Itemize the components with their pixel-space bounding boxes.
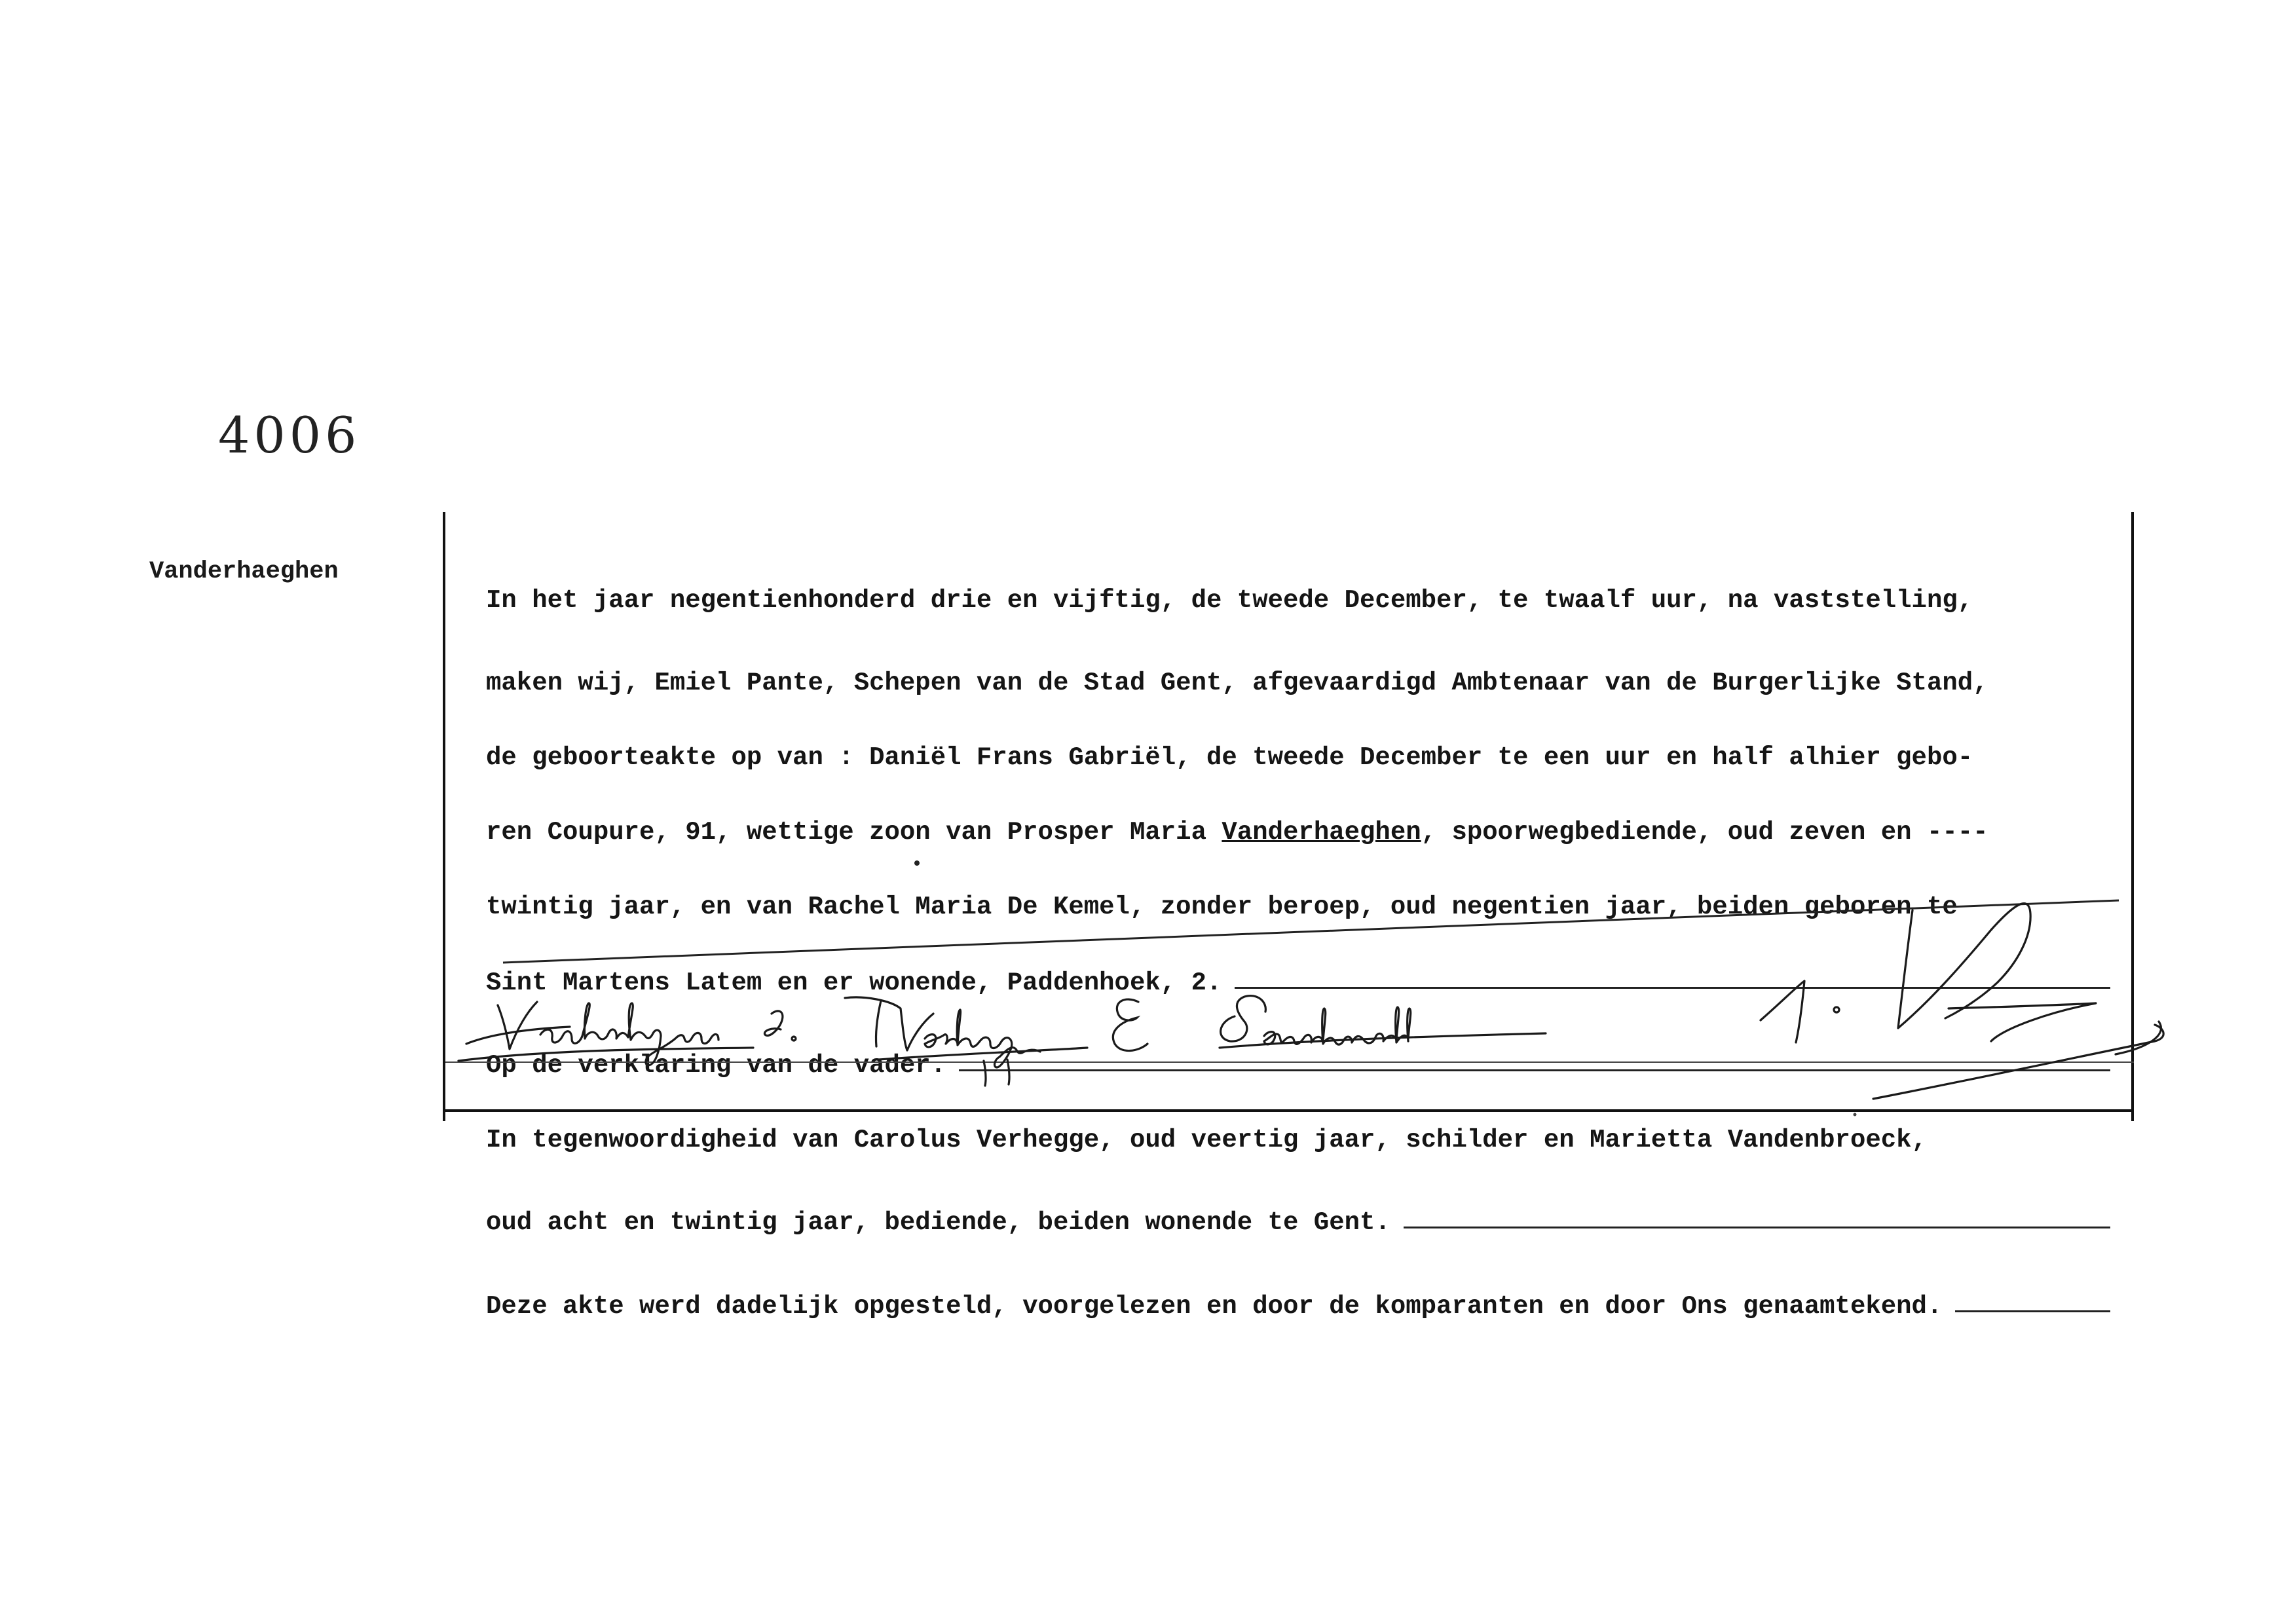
record-line-text-before: ren Coupure, 91, wettige zoon van Prosper Maria bbox=[486, 818, 1222, 847]
signature-vanderhaeghen bbox=[458, 1002, 796, 1065]
record-line-text: maken wij, Emiel Pante, Schepen van de Stad Gent, afgevaardigd Ambtenaar van de Burgerlijke Stand, bbox=[486, 669, 1988, 697]
record-line-text: In het jaar negentienhonderd drie en vijftig, de tweede December, te twaalf uur, na vaststelling, bbox=[486, 586, 1973, 615]
ink-dot bbox=[914, 860, 920, 866]
record-line-text: de geboorteakte op van : Daniël Frans Gabriël, de tweede December te een uur en half alhier gebo- bbox=[486, 743, 1973, 772]
record-line-text-after: , spoorwegbediende, oud zeven en ---- bbox=[1421, 818, 1988, 847]
record-line-text: Sint Martens Latem en er wonende, Paddenhoek, 2. bbox=[486, 969, 1222, 997]
ink-dot bbox=[1854, 1113, 1857, 1116]
signature-officer bbox=[1761, 904, 2163, 1099]
record-line-text: Deze akte werd dadelijk opgesteld, voorgelezen en door de komparanten en door Ons genaamtekend. bbox=[486, 1292, 1943, 1321]
closing-diagonal-rule bbox=[503, 900, 2119, 963]
record-line-text: twintig jaar, en van Rachel Maria De Kemel, zonder beroep, oud negentien jaar, beiden geboren te bbox=[486, 893, 1958, 921]
record-line-text: Op de verklaring van de vader. bbox=[486, 1051, 946, 1080]
margin-surname: Vanderhaeghen bbox=[149, 558, 339, 585]
record-line-text: oud acht en twintig jaar, bediende, beiden wonende te Gent. bbox=[486, 1208, 1390, 1237]
act-number: 4006 bbox=[218, 406, 361, 464]
signature-verhegge bbox=[845, 997, 1087, 1086]
father-surname-underlined: Vanderhaeghen bbox=[1222, 818, 1421, 847]
signature-connector bbox=[1113, 999, 1148, 1050]
signature-vandenbroeck bbox=[1220, 996, 1546, 1048]
record-line-text: In tegenwoordigheid van Carolus Verhegge, oud veertig jaar, schilder en Marietta Vandenbroeck, bbox=[486, 1126, 1927, 1154]
